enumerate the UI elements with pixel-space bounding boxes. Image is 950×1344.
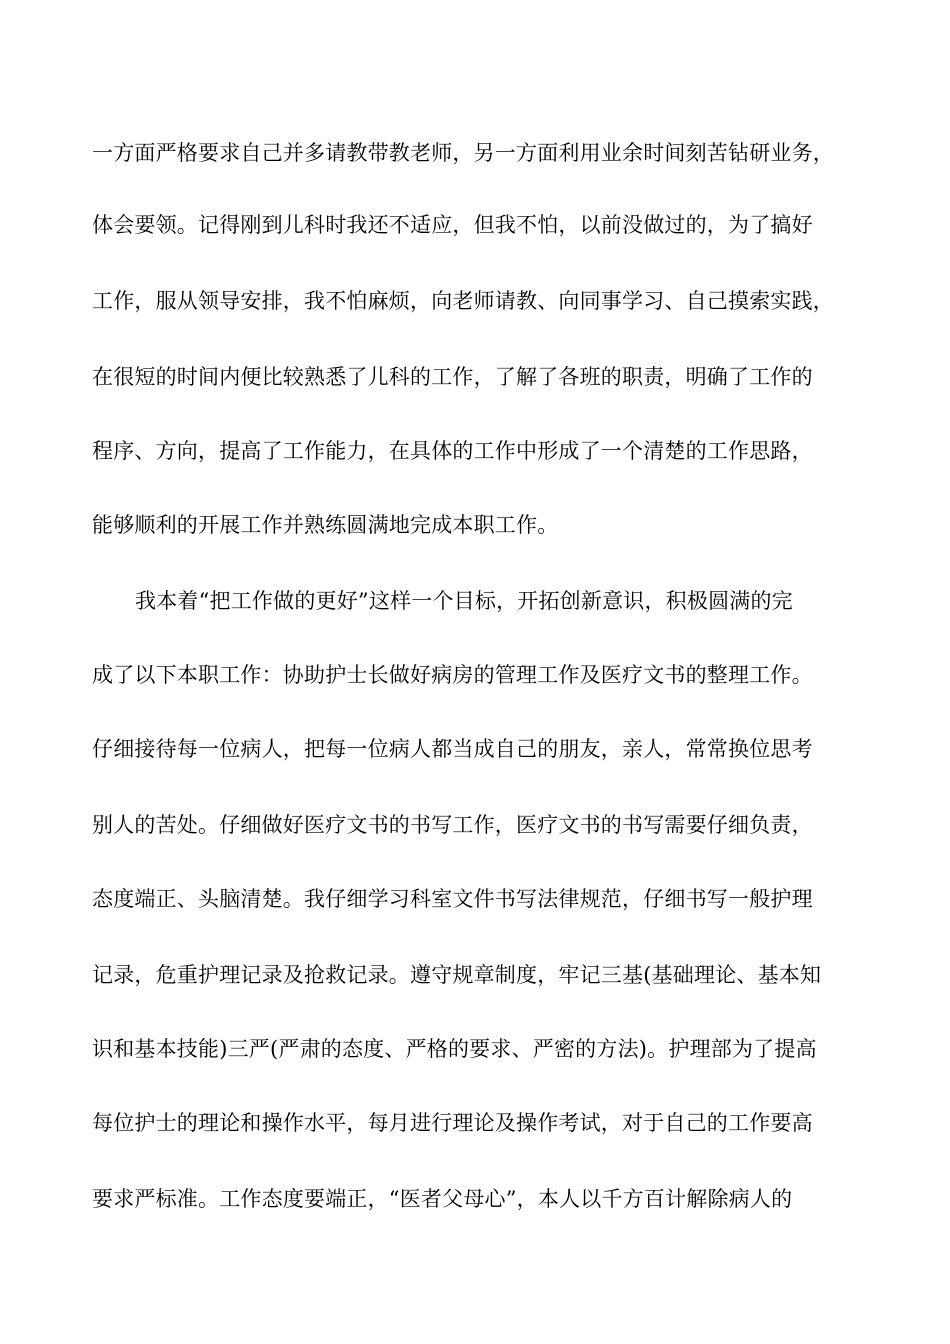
text-line: 要求严标准。工作态度要端正，“医者父母心”，本人以千方百计解除病人的 <box>92 1187 793 1211</box>
text-line: 体会要领。记得刚到儿科时我还不适应，但我不怕，以前没做过的，为了搞好 <box>92 213 813 237</box>
text-line: 在很短的时间内便比较熟悉了儿科的工作，了解了各班的职责，明确了工作的 <box>92 365 813 389</box>
text-line: 程序、方向，提高了工作能力，在具体的工作中形成了一个清楚的工作思路， <box>92 439 813 463</box>
text-line: 仔细接待每一位病人，把每一位病人都当成自己的朋友，亲人，常常换位思考 <box>92 737 813 761</box>
text-line: 工作，服从领导安排，我不怕麻烦，向老师请教、向同事学习、自己摸索实践， <box>92 289 834 313</box>
text-line: 成了以下本职工作：协助护士长做好病房的管理工作及医疗文书的整理工作。 <box>92 663 813 687</box>
text-line: 识和基本技能)三严(严肃的态度、严格的要求、严密的方法)。护理部为了提高 <box>92 1037 817 1061</box>
text-line: 记录，危重护理记录及抢救记录。遵守规章制度，牢记三基(基础理论、基本知 <box>92 963 822 987</box>
text-line: 一方面严格要求自己并多请教带教老师，另一方面利用业余时间刻苦钻研业务， <box>92 141 834 165</box>
text-line: 每位护士的理论和操作水平，每月进行理论及操作考试，对于自己的工作要高 <box>92 1111 813 1135</box>
paragraph-first-line: 我本着“把工作做的更好”这样一个目标，开拓创新意识，积极圆满的完 <box>135 589 793 613</box>
text-line: 态度端正、头脑清楚。我仔细学习科室文件书写法律规范，仔细书写一般护理 <box>92 887 813 911</box>
text-line: 能够顺利的开展工作并熟练圆满地完成本职工作。 <box>92 513 559 537</box>
text-line: 别人的苦处。仔细做好医疗文书的书写工作，医疗文书的书写需要仔细负责， <box>92 813 813 837</box>
